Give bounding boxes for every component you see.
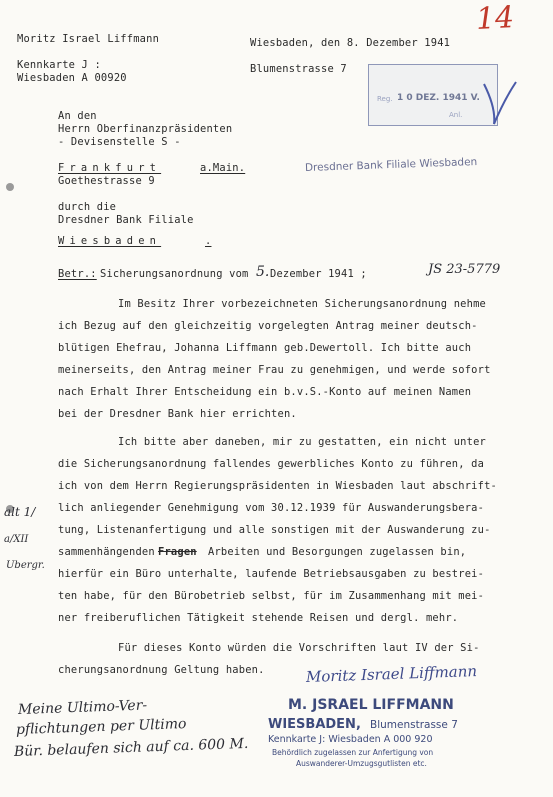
recipient-city: Frankfurt — [58, 162, 162, 174]
stamp-city: WIESBADEN, — [268, 717, 361, 732]
p2-line3: ich von dem Herrn Regierungspräsidenten in Wiesbaden laut abschrift- — [58, 480, 497, 492]
stamp-street: Blumenstrasse 7 — [370, 719, 458, 731]
via-city: Wiesbaden — [58, 235, 162, 247]
p2-line1: Ich bitte aber daneben, mir zu gestatten, ein nicht unter — [118, 436, 486, 448]
stamp-name: M. JSRAEL LIFFMANN — [288, 697, 454, 713]
punch-hole-top — [6, 183, 14, 191]
receipt-stamp — [368, 64, 498, 126]
margin-note-3: Ubergr. — [6, 560, 45, 571]
margin-note-2: a/XII — [4, 534, 29, 545]
subject-date-rest: Dezember 1941 ; — [270, 268, 367, 280]
hand-note-line3: Bür. belaufen sich auf ca. 600 M. — [13, 735, 249, 760]
subject-text: Sicherungsanordnung vom — [100, 268, 249, 280]
p2-line6b: Arbeiten und Besorgungen zugelassen bin, — [208, 546, 467, 558]
recipient-city-suffix: a.Main. — [200, 162, 246, 174]
page-number: 14 — [475, 0, 516, 37]
via-line2: Dresdner Bank Filiale — [58, 214, 194, 226]
p2-line7: hierfür ein Büro unterhalte, laufende Betriebsausgaben zu bestrei- — [58, 568, 485, 580]
p3-line1: Für dieses Konto würden die Vorschriften laut IV der Si- — [118, 642, 480, 654]
hand-note-line1: Meine Ultimo-Ver- — [17, 697, 148, 718]
via-city-suffix: . — [205, 235, 212, 247]
via-line1: durch die — [58, 201, 117, 213]
p2-line8: ten habe, für den Bürobetrieb selbst, für im Zusammenhang mit mei- — [58, 590, 485, 602]
p2-line6a: sammenhängenden — [58, 546, 155, 558]
p2-line6-struck: Fragen — [158, 546, 197, 558]
p1-line5: nach Erhalt Ihrer Entscheidung ein b.v.S.-Konto auf meinen Namen — [58, 386, 472, 398]
p2-line4: lich anliegender Genehmigung vom 30.12.1939 für Auswanderungsbera- — [58, 502, 485, 514]
recipient-line3: - Devisenstelle S - — [58, 136, 181, 148]
place-date: Wiesbaden, den 8. Dezember 1941 — [250, 37, 451, 49]
stamp-line1: Behördlich zugelassen zur Anfertigung von — [272, 748, 434, 757]
p1-line4: meinerseits, den Antrag meiner Frau zu genehmigen, und werde sofort — [58, 364, 491, 376]
receipt-stamp-anl: Anl. — [449, 111, 463, 119]
p1-line2: ich Bezug auf den gleichzeitig vorgelegten Antrag meiner deutsch- — [58, 320, 478, 332]
signature: Moritz Israel Liffmann — [305, 662, 478, 686]
margin-note-1: alt 1/ — [4, 505, 36, 519]
p2-line5: tung, Listenanfertigung und alle sonstigen mit der Auswanderung zu- — [58, 524, 491, 536]
sender-name: Moritz Israel Liffmann — [17, 33, 160, 45]
subject-label: Betr.: — [58, 268, 97, 280]
receipt-stamp-date: 1 0 DEZ. 1941 V. — [397, 93, 480, 103]
p1-line6: bei der Dresdner Bank hier errichten. — [58, 408, 297, 420]
p2-line9: ner freiberuflichen Tätigkeit stehende Reisen und dergl. mehr. — [58, 612, 459, 624]
hand-note-line2: pflichtungen per Ultimo — [15, 716, 187, 738]
subject-ref-handwritten: JS 23-5779 — [428, 262, 501, 277]
p3-line2: cherungsanordnung Geltung haben. — [58, 664, 265, 676]
stamp-kennkarte: Kennkarte J: Wiesbaden A 000 920 — [268, 734, 433, 745]
sender-street: Blumenstrasse 7 — [250, 63, 347, 75]
sender-id-number: Wiesbaden A 00920 — [17, 72, 127, 84]
checkmark-icon — [480, 78, 520, 128]
subject-date-handwritten: 5. — [256, 264, 270, 280]
p1-line3: blütigen Ehefrau, Johanna Liffmann geb.Dewertoll. Ich bitte auch — [58, 342, 472, 354]
p2-line2: die Sicherungsanordnung fallendes gewerbliches Konto zu führen, da — [58, 458, 485, 470]
sender-id-label: Kennkarte J : — [17, 59, 101, 71]
receipt-stamp-reg: Reg. — [377, 95, 393, 103]
bank-stamp: Dresdner Bank Filiale Wiesbaden — [304, 155, 478, 174]
recipient-line2: Herrn Oberfinanzpräsidenten — [58, 123, 233, 135]
p1-line1: Im Besitz Ihrer vorbezeichneten Sicherungsanordnung nehme — [118, 298, 486, 310]
recipient-line1: An den — [58, 110, 97, 122]
recipient-street: Goethestrasse 9 — [58, 175, 155, 187]
stamp-line2: Auswanderer-Umzugsgutlisten etc. — [296, 759, 427, 768]
